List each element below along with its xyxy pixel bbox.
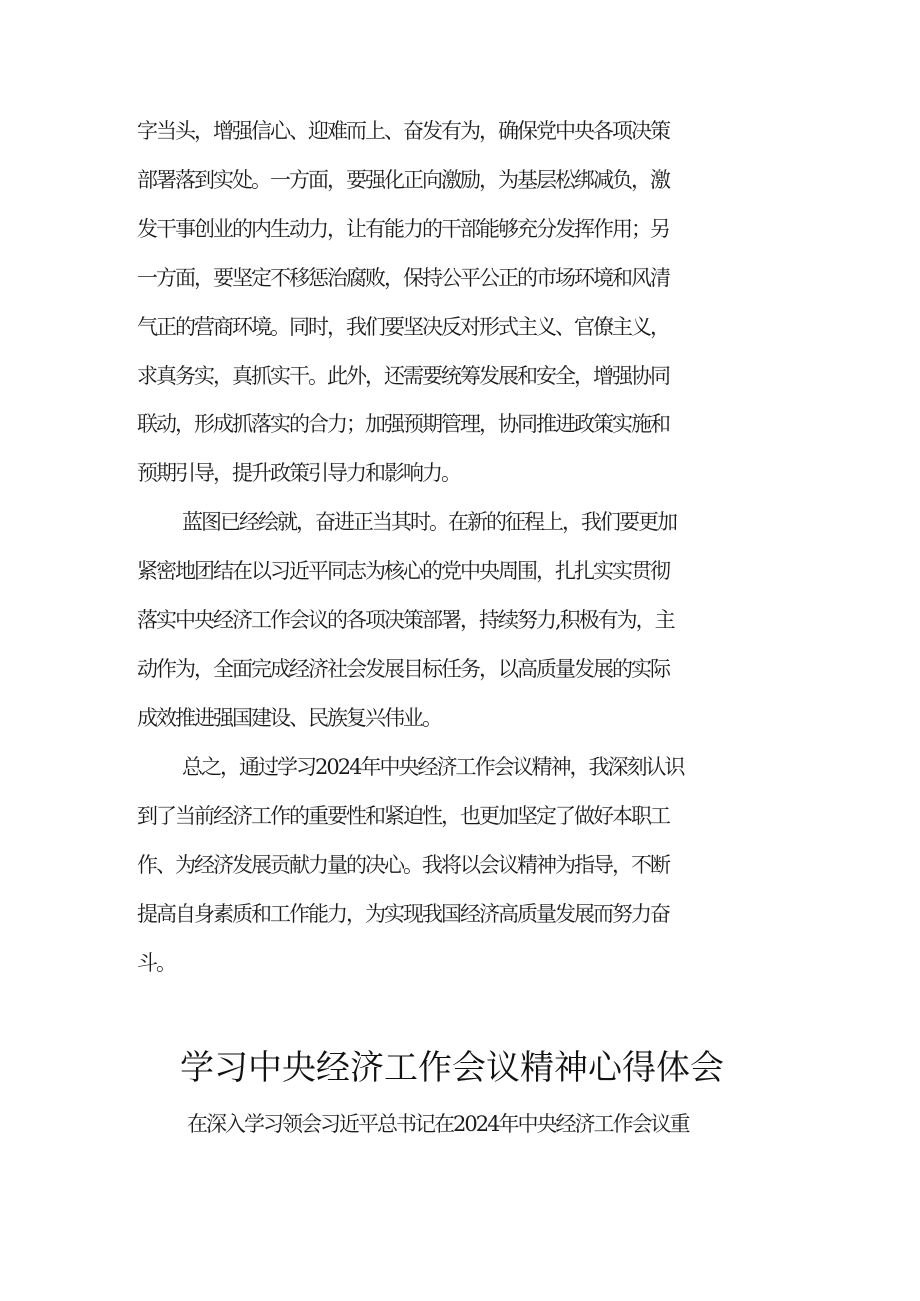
paragraph-1-line-3: 发干事创业的内生动力，让有能力的干部能够充分发挥作用；另 [137,217,669,241]
paragraph-3-line-1: 总之，通过学习2024年中央经济工作会议精神，我深刻认识 [182,755,684,779]
paragraph-3-line-4: 提高自身素质和工作能力，为实现我国经济高质量发展而努力奋 [137,902,669,926]
paragraph-1-line-8: 预期引导，提升政策引导力和影响力。 [137,461,460,485]
paragraph-2-line-5: 成效推进强国建设、民族复兴伟业。 [137,706,441,730]
paragraph-2-line-2: 紧密地团结在以习近平同志为核心的党中央周围，扎扎实实贯彻 [137,559,669,583]
paragraph-3-line-5: 斗。 [137,951,175,975]
paragraph-2-line-3: 落实中央经济工作会议的各项决策部署，持续努力,积极有为，主 [137,608,674,632]
section-heading: 学习中央经济工作会议精神心得体会 [180,1048,724,1088]
paragraph-1-line-4: 一方面，要坚定不移惩治腐败，保持公平公正的市场环境和风清 [137,266,669,290]
paragraph-1-line-5: 气正的营商环境。同时，我们要坚决反对形式主义、官僚主义， [137,315,669,339]
paragraph-2-line-1: 蓝图已经绘就，奋进正当其时。在新的征程上，我们要更加 [182,510,676,534]
paragraph-4-line-1: 在深入学习领会习近平总书记在2024年中央经济工作会议重 [187,1112,689,1136]
paragraph-1-line-7: 联动，形成抓落实的合力；加强预期管理，协同推进政策实施和 [137,412,669,436]
paragraph-3-line-2: 到了当前经济工作的重要性和紧迫性，也更加坚定了做好本职工 [137,804,669,828]
paragraph-1-line-2: 部署落到实处。一方面，要强化正向激励，为基层松绑减负，激 [137,168,669,192]
paragraph-1-line-6: 求真务实，真抓实干。此外，还需要统筹发展和安全，增强协同 [137,364,669,388]
paragraph-3-line-3: 作、为经济发展贡献力量的决心。我将以会议精神为指导，不断 [137,853,669,877]
paragraph-2-line-4: 动作为，全面完成经济社会发展目标任务，以高质量发展的实际 [137,657,669,681]
paragraph-1-line-1: 字当头，增强信心、迎难而上、奋发有为，确保党中央各项决策 [137,119,669,143]
